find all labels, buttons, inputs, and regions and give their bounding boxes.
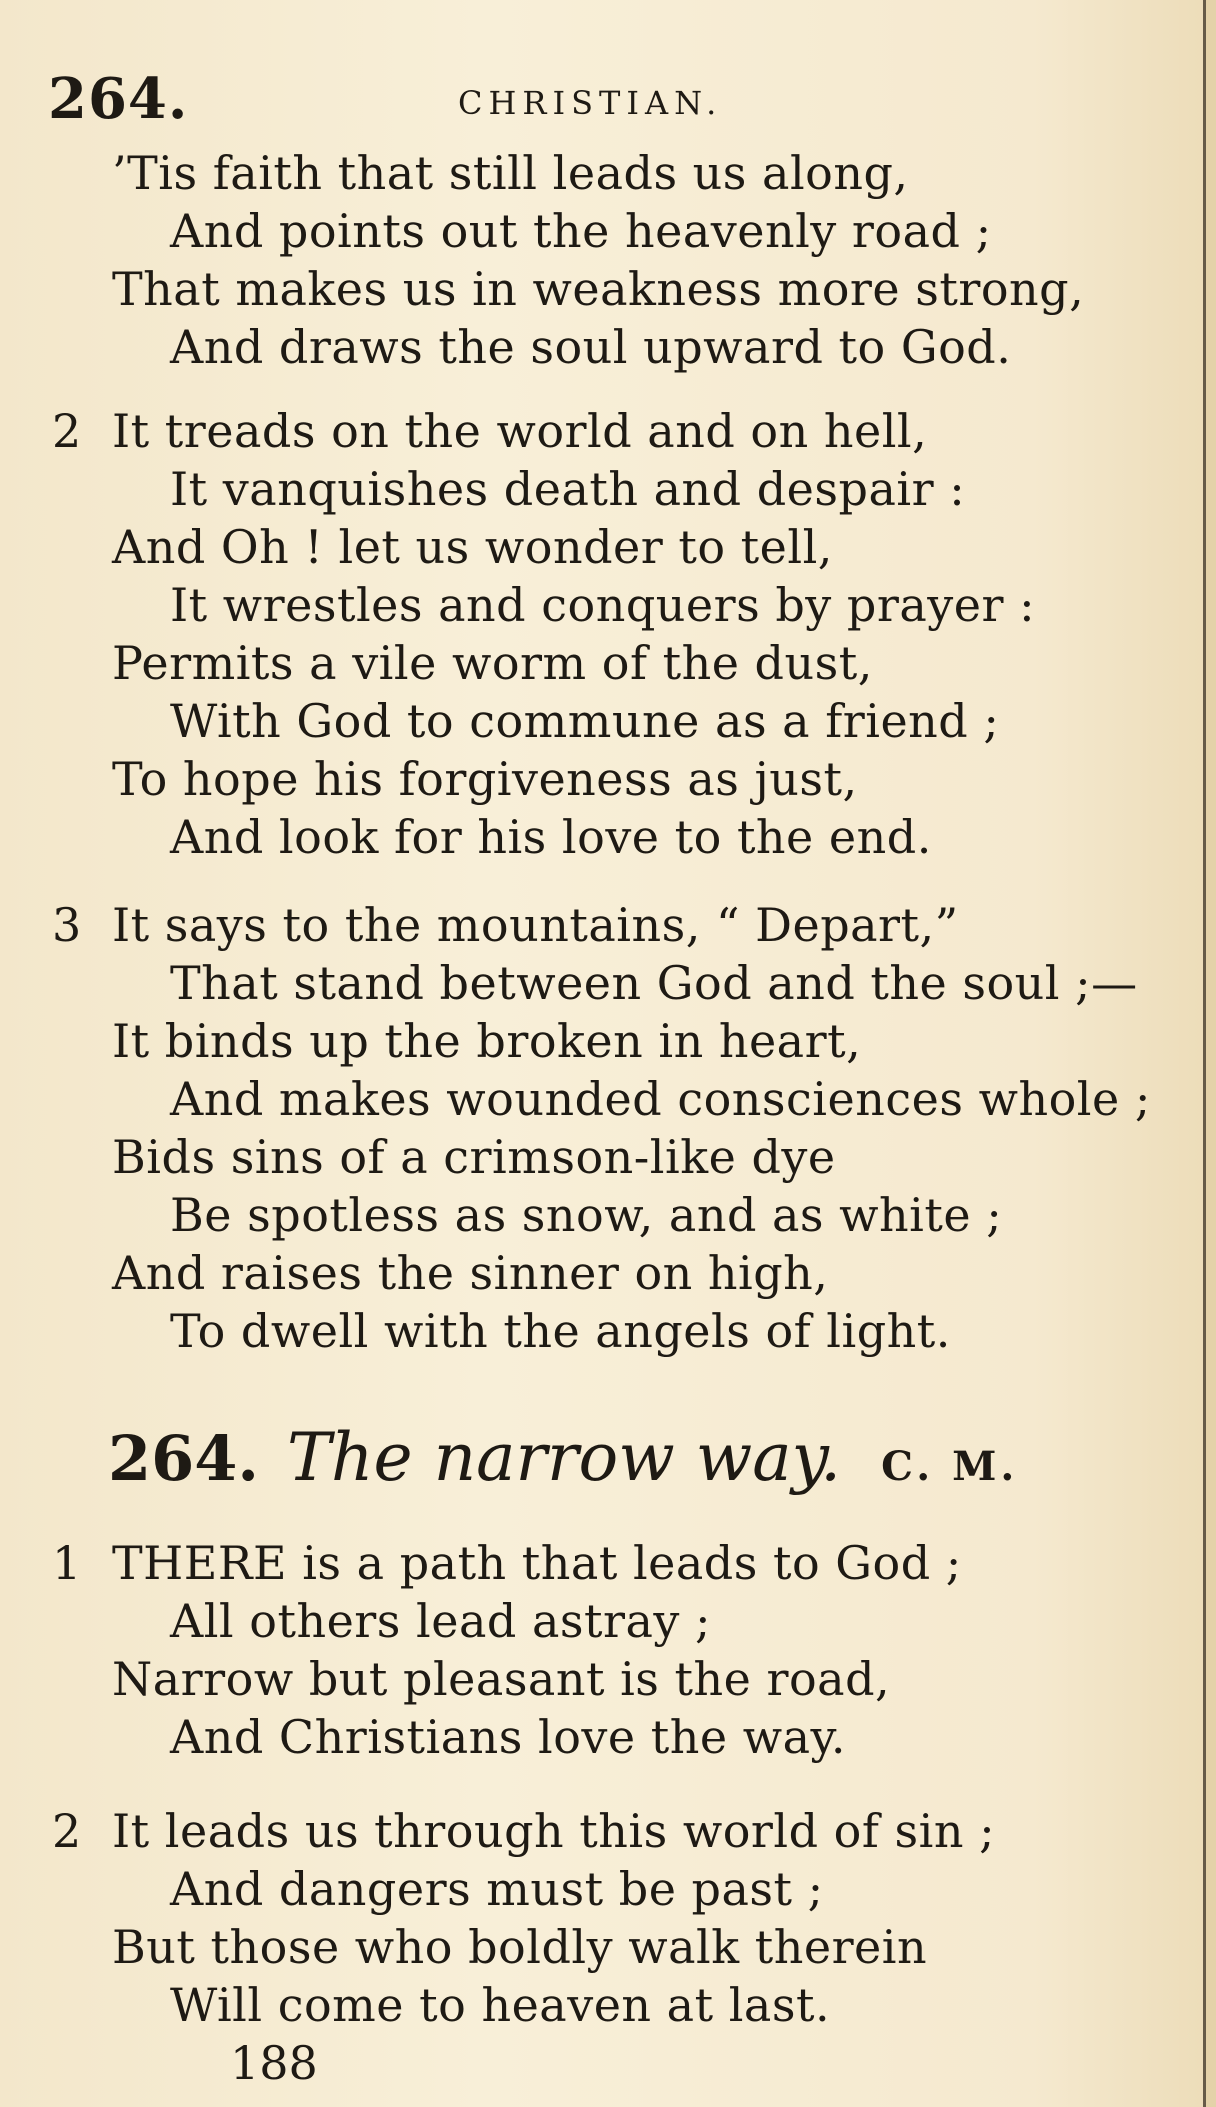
verse-line: It vanquishes death and despair : bbox=[170, 462, 966, 516]
page-number: 264. bbox=[48, 66, 189, 132]
stanza-number: 2 bbox=[52, 1804, 82, 1858]
verse-line: It treads on the world and on hell, bbox=[112, 404, 928, 458]
hymn-meter: C. M. bbox=[881, 1443, 1019, 1490]
page-edge-shade bbox=[1206, 0, 1216, 2107]
verse-line: But those who boldly walk therein bbox=[112, 1920, 928, 1974]
verse-line: That makes us in weakness more strong, bbox=[112, 262, 1085, 316]
page-header bbox=[48, 66, 1158, 136]
verse-line: And dangers must be past ; bbox=[170, 1862, 824, 1916]
stanza-number: 3 bbox=[52, 898, 82, 952]
stanza-number: 1 bbox=[52, 1536, 82, 1590]
verse-line: And Christians love the way. bbox=[170, 1710, 847, 1764]
verse-line: ’Tis faith that still leads us along, bbox=[112, 146, 909, 200]
verse-line: That stand between God and the soul ;— bbox=[170, 956, 1138, 1010]
verse-line: It says to the mountains, “ Depart,” bbox=[112, 898, 959, 952]
running-head: CHRISTIAN. bbox=[458, 84, 723, 122]
hymn-title: The narrow way. bbox=[287, 1419, 842, 1496]
stanza-number: 2 bbox=[52, 404, 82, 458]
verse-line: And points out the heavenly road ; bbox=[170, 204, 992, 258]
verse-line: THERE is a path that leads to God ; bbox=[112, 1536, 962, 1590]
verse-line: Be spotless as snow, and as white ; bbox=[170, 1188, 1003, 1242]
verse-line: To hope his forgiveness as just, bbox=[112, 752, 858, 806]
verse-line: And look for his love to the end. bbox=[170, 810, 932, 864]
verse-line: It wrestles and conquers by prayer : bbox=[170, 578, 1036, 632]
hymn-heading bbox=[108, 1419, 1019, 1496]
verse-line: Narrow but pleasant is the road, bbox=[112, 1652, 891, 1706]
verse-line: All others lead astray ; bbox=[170, 1594, 711, 1648]
verse-line: And makes wounded consciences whole ; bbox=[170, 1072, 1151, 1126]
verse-line: Permits a vile worm of the dust, bbox=[112, 636, 873, 690]
verse-line: It leads us through this world of sin ; bbox=[112, 1804, 996, 1858]
verse-line: Bids sins of a crimson-like dye bbox=[112, 1130, 836, 1184]
verse-line: It binds up the broken in heart, bbox=[112, 1014, 862, 1068]
hymn-number: 264. bbox=[108, 1422, 260, 1495]
verse-line: And Oh ! let us wonder to tell, bbox=[112, 520, 833, 574]
verse-line: And draws the soul upward to God. bbox=[170, 320, 1012, 374]
verse-line: And raises the sinner on high, bbox=[112, 1246, 829, 1300]
verse-line: With God to commune as a friend ; bbox=[170, 694, 1000, 748]
verse-line: To dwell with the angels of light. bbox=[170, 1304, 951, 1358]
verse-line: Will come to heaven at last. bbox=[170, 1978, 831, 2032]
signature-number: 188 bbox=[230, 2036, 318, 2090]
page-edge-line bbox=[1203, 0, 1206, 2107]
